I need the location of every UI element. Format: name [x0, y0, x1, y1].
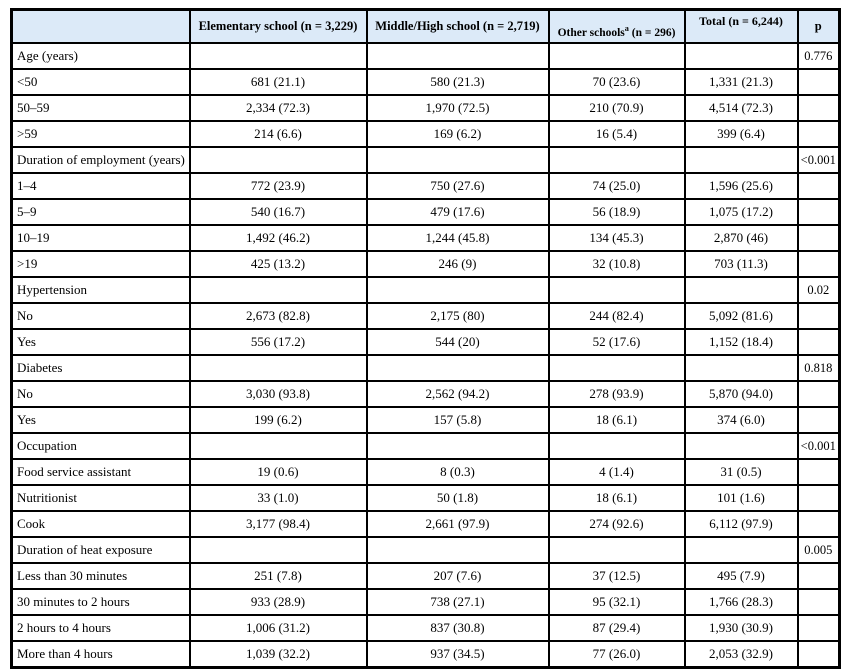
value-cell	[549, 355, 685, 381]
column-header-p: p	[798, 10, 840, 44]
p-value-cell	[798, 485, 840, 511]
value-cell	[685, 537, 798, 563]
value-cell: 50 (1.8)	[367, 485, 549, 511]
value-cell	[190, 147, 367, 173]
value-cell: 933 (28.9)	[190, 589, 367, 615]
value-cell	[367, 433, 549, 459]
value-cell: 199 (6.2)	[190, 407, 367, 433]
value-cell	[549, 433, 685, 459]
p-value-cell	[798, 641, 840, 668]
p-value-cell	[798, 381, 840, 407]
row-label: >59	[12, 121, 190, 147]
data-row	[12, 199, 840, 225]
value-cell: 6,112 (97.9)	[685, 511, 798, 537]
value-cell: 3,177 (98.4)	[190, 511, 367, 537]
p-value-cell	[798, 615, 840, 641]
value-cell	[367, 43, 549, 69]
value-cell	[685, 43, 798, 69]
row-label: Nutritionist	[12, 485, 190, 511]
value-cell: 52 (17.6)	[549, 329, 685, 355]
data-row	[12, 459, 840, 485]
value-cell: 3,030 (93.8)	[190, 381, 367, 407]
p-value-cell	[798, 173, 840, 199]
value-cell	[685, 147, 798, 173]
column-header-total: Total (n = 6,244)	[685, 10, 798, 44]
row-label: 1–4	[12, 173, 190, 199]
value-cell: 169 (6.2)	[367, 121, 549, 147]
value-cell: 101 (1.6)	[685, 485, 798, 511]
value-cell: 2,175 (80)	[367, 303, 549, 329]
p-value-cell	[798, 95, 840, 121]
row-label: >19	[12, 251, 190, 277]
row-label: No	[12, 381, 190, 407]
row-label: Age (years)	[12, 43, 190, 69]
p-value-cell	[798, 199, 840, 225]
value-cell: 837 (30.8)	[367, 615, 549, 641]
value-cell: 214 (6.6)	[190, 121, 367, 147]
value-cell: 210 (70.9)	[549, 95, 685, 121]
value-cell: 2,053 (32.9)	[685, 641, 798, 668]
value-cell: 1,492 (46.2)	[190, 225, 367, 251]
value-cell: 1,039 (32.2)	[190, 641, 367, 668]
value-cell: 56 (18.9)	[549, 199, 685, 225]
value-cell: 2,870 (46)	[685, 225, 798, 251]
value-cell	[549, 537, 685, 563]
results-table-container	[10, 8, 841, 669]
value-cell: 87 (29.4)	[549, 615, 685, 641]
value-cell: 278 (93.9)	[549, 381, 685, 407]
p-value-cell	[798, 511, 840, 537]
value-cell	[685, 355, 798, 381]
p-value-cell: <0.001	[798, 147, 840, 173]
column-header-elementary-school: Elementary school (n = 3,229)	[190, 10, 367, 44]
value-cell: 74 (25.0)	[549, 173, 685, 199]
section-row	[12, 355, 840, 381]
data-row	[12, 381, 840, 407]
value-cell: 703 (11.3)	[685, 251, 798, 277]
value-cell: 580 (21.3)	[367, 69, 549, 95]
p-value-cell	[798, 407, 840, 433]
value-cell: 33 (1.0)	[190, 485, 367, 511]
value-cell	[367, 537, 549, 563]
value-cell: 2,562 (94.2)	[367, 381, 549, 407]
data-row	[12, 251, 840, 277]
value-cell: 32 (10.8)	[549, 251, 685, 277]
value-cell	[190, 43, 367, 69]
value-cell	[685, 277, 798, 303]
table-body	[12, 43, 840, 668]
value-cell: 70 (23.6)	[549, 69, 685, 95]
value-cell	[549, 147, 685, 173]
value-cell: 16 (5.4)	[549, 121, 685, 147]
row-label: Yes	[12, 329, 190, 355]
value-cell: 374 (6.0)	[685, 407, 798, 433]
p-value-cell	[798, 121, 840, 147]
data-row	[12, 173, 840, 199]
value-cell	[190, 277, 367, 303]
value-cell: 274 (92.6)	[549, 511, 685, 537]
value-cell: 157 (5.8)	[367, 407, 549, 433]
value-cell: 4 (1.4)	[549, 459, 685, 485]
value-cell: 1,766 (28.3)	[685, 589, 798, 615]
section-row	[12, 433, 840, 459]
section-row	[12, 537, 840, 563]
value-cell: 681 (21.1)	[190, 69, 367, 95]
value-cell	[549, 43, 685, 69]
row-label: 30 minutes to 2 hours	[12, 589, 190, 615]
value-cell	[367, 355, 549, 381]
p-value-cell	[798, 329, 840, 355]
value-cell: 544 (20)	[367, 329, 549, 355]
row-label: Occupation	[12, 433, 190, 459]
value-cell: 1,244 (45.8)	[367, 225, 549, 251]
p-value-cell: 0.005	[798, 537, 840, 563]
row-label: Less than 30 minutes	[12, 563, 190, 589]
value-cell: 1,596 (25.6)	[685, 173, 798, 199]
section-row	[12, 147, 840, 173]
demographics-table	[10, 8, 841, 669]
value-cell: 556 (17.2)	[190, 329, 367, 355]
value-cell	[190, 433, 367, 459]
row-label: Food service assistant	[12, 459, 190, 485]
data-row	[12, 303, 840, 329]
p-value-cell: 0.02	[798, 277, 840, 303]
value-cell: 2,673 (82.8)	[190, 303, 367, 329]
value-cell: 134 (45.3)	[549, 225, 685, 251]
value-cell: 77 (26.0)	[549, 641, 685, 668]
value-cell: 2,661 (97.9)	[367, 511, 549, 537]
value-cell	[549, 277, 685, 303]
p-value-cell: <0.001	[798, 433, 840, 459]
value-cell: 1,930 (30.9)	[685, 615, 798, 641]
value-cell: 1,331 (21.3)	[685, 69, 798, 95]
value-cell: 772 (23.9)	[190, 173, 367, 199]
value-cell: 540 (16.7)	[190, 199, 367, 225]
value-cell: 1,970 (72.5)	[367, 95, 549, 121]
value-cell: 244 (82.4)	[549, 303, 685, 329]
row-label: 2 hours to 4 hours	[12, 615, 190, 641]
header-row	[12, 10, 840, 44]
p-value-cell	[798, 563, 840, 589]
value-cell	[367, 277, 549, 303]
value-cell: 479 (17.6)	[367, 199, 549, 225]
value-cell: 251 (7.8)	[190, 563, 367, 589]
table-head	[12, 10, 840, 44]
section-row	[12, 277, 840, 303]
value-cell: 1,006 (31.2)	[190, 615, 367, 641]
data-row	[12, 563, 840, 589]
p-value-cell	[798, 225, 840, 251]
data-row	[12, 511, 840, 537]
value-cell: 4,514 (72.3)	[685, 95, 798, 121]
p-value-cell	[798, 303, 840, 329]
row-label: Yes	[12, 407, 190, 433]
column-header-middle-high-school: Middle/High school (n = 2,719)	[367, 10, 549, 44]
value-cell	[367, 147, 549, 173]
row-label: 10–19	[12, 225, 190, 251]
data-row	[12, 69, 840, 95]
p-value-cell	[798, 69, 840, 95]
value-cell: 207 (7.6)	[367, 563, 549, 589]
data-row	[12, 95, 840, 121]
value-cell: 1,152 (18.4)	[685, 329, 798, 355]
p-value-cell	[798, 251, 840, 277]
value-cell: 18 (6.1)	[549, 407, 685, 433]
p-value-cell	[798, 459, 840, 485]
column-header-row-label	[12, 10, 190, 44]
value-cell: 8 (0.3)	[367, 459, 549, 485]
value-cell: 95 (32.1)	[549, 589, 685, 615]
data-row	[12, 615, 840, 641]
value-cell: 18 (6.1)	[549, 485, 685, 511]
value-cell: 2,334 (72.3)	[190, 95, 367, 121]
value-cell	[190, 537, 367, 563]
value-cell: 750 (27.6)	[367, 173, 549, 199]
row-label: Diabetes	[12, 355, 190, 381]
row-label: 50–59	[12, 95, 190, 121]
row-label: <50	[12, 69, 190, 95]
row-label: Hypertension	[12, 277, 190, 303]
row-label: No	[12, 303, 190, 329]
row-label: Duration of employment (years)	[12, 147, 190, 173]
row-label: Cook	[12, 511, 190, 537]
section-row	[12, 43, 840, 69]
row-label: More than 4 hours	[12, 641, 190, 668]
value-cell: 37 (12.5)	[549, 563, 685, 589]
row-label: 5–9	[12, 199, 190, 225]
value-cell: 31 (0.5)	[685, 459, 798, 485]
value-cell: 1,075 (17.2)	[685, 199, 798, 225]
p-value-cell: 0.776	[798, 43, 840, 69]
value-cell: 5,092 (81.6)	[685, 303, 798, 329]
data-row	[12, 589, 840, 615]
p-value-cell	[798, 589, 840, 615]
value-cell: 738 (27.1)	[367, 589, 549, 615]
value-cell: 425 (13.2)	[190, 251, 367, 277]
value-cell: 246 (9)	[367, 251, 549, 277]
data-row	[12, 485, 840, 511]
footnote-marker: a	[624, 24, 629, 34]
data-row	[12, 329, 840, 355]
value-cell: 495 (7.9)	[685, 563, 798, 589]
row-label: Duration of heat exposure	[12, 537, 190, 563]
value-cell	[190, 355, 367, 381]
value-cell: 5,870 (94.0)	[685, 381, 798, 407]
data-row	[12, 641, 840, 668]
p-value-cell: 0.818	[798, 355, 840, 381]
data-row	[12, 121, 840, 147]
value-cell: 937 (34.5)	[367, 641, 549, 668]
data-row	[12, 225, 840, 251]
value-cell	[685, 433, 798, 459]
value-cell: 399 (6.4)	[685, 121, 798, 147]
column-header-other-schools: Other schools$^a$ (n = 296)	[549, 10, 685, 44]
value-cell: 19 (0.6)	[190, 459, 367, 485]
data-row	[12, 407, 840, 433]
